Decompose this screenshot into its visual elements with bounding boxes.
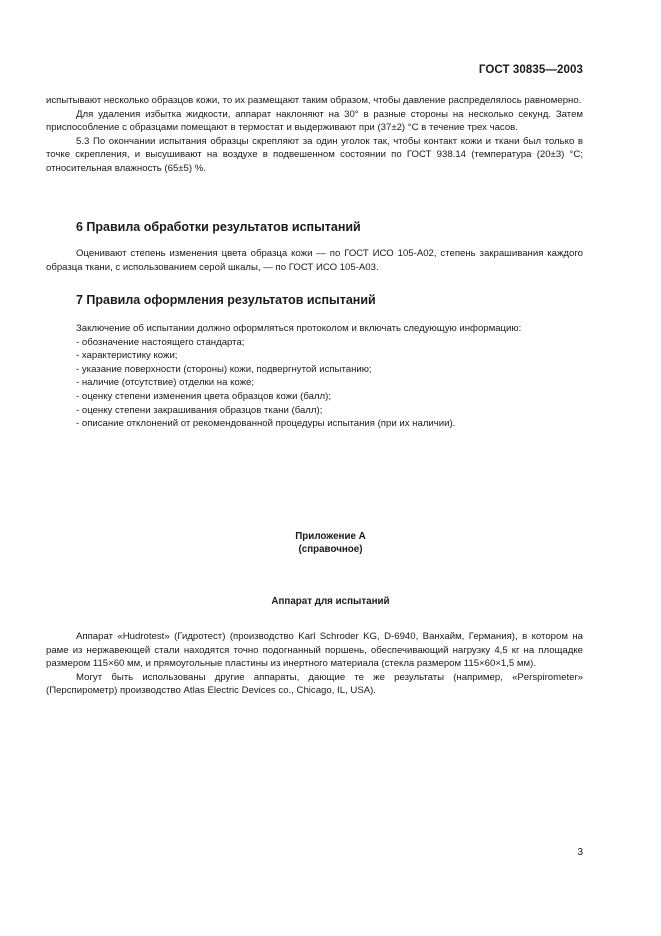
paragraph: Заключение об испытании должно оформляться протоколом и включать следующую информацию: [76,323,522,334]
list-item: - оценку степени изменения цвета образцов кожи (балл); [76,390,331,402]
page-number: 3 [577,847,583,858]
info-list [46,336,583,431]
appendix-label: Приложение А [295,531,366,542]
section7-heading: 7 Правила оформления результатов испытаний [76,293,376,307]
appendix-title: Аппарат для испытаний [271,596,390,607]
paragraph: Оценивают степень изменения цвета образца кожи — по ГОСТ ИСО 105-А02, степень закрашивания каждого образца ткани, с использованием серой шкалы, — по ГОСТ ИСО 105-А03. [46,248,583,273]
list-item: - оценку степени закрашивания образцов ткани (балл); [76,404,323,416]
section6-body [46,247,583,274]
document-code-header: ГОСТ 30835—2003 [478,64,583,76]
section7-body [46,322,583,431]
list-item: - характеристику кожи; [76,350,178,362]
list-item: - указание поверхности (стороны) кожи, подвергнутой испытанию; [76,363,372,375]
list-item: - описание отклонений от рекомендованной процедуры испытания (при их наличии). [76,418,456,430]
list-item: - наличие (отсутствие) отделки на коже; [76,377,255,389]
paragraph: Могут быть использованы другие аппараты, дающие те же результаты (например, «Perspirometer» (Перспирометр) производство Atlas Electric Devices co., Chicago, IL, USA). [46,671,583,697]
appendix-body [46,630,583,698]
section6-heading: 6 Правила обработки результатов испытаний [76,220,361,234]
paragraph: 5.3 По окончании испытания образцы скрепляют за один уголок так, чтобы контакт кожи и ткани был только в точке скрепления, и высушивают на воздухе в подвешенном состоянии по ГОСТ 938.14 (температура (20±3) °С; относительная влажность (65±5) %. [46,135,583,174]
section5-continuation [46,94,583,176]
paragraph: испытывают несколько образцов кожи, то их размещают таким образом, чтобы давление распределялось равномерно. [46,95,582,106]
list-item: - обозначение настоящего стандарта; [76,336,245,348]
paragraph: Для удаления избытка жидкости, аппарат наклоняют на 30° в разные стороны на несколько секунд. Затем приспособление с образцами помещают в термостат и выдерживают при (37±2) °С в течение трех часов. [46,108,583,134]
appendix-type: (справочное) [298,544,363,555]
paragraph: Аппарат «Hudrotest» (Гидротест) (производство Karl Schroder KG, D-6940, Ванхайм, Германия), в котором на раме из нержавеющей стали находятся точно подогнанный поршень, обеспечивающий нагрузку 4,5 кг на площадке размером 115×60 мм, и прямоугольные пластины из инертного материала (стекла размером 115×60×1,5 мм). [46,631,583,670]
